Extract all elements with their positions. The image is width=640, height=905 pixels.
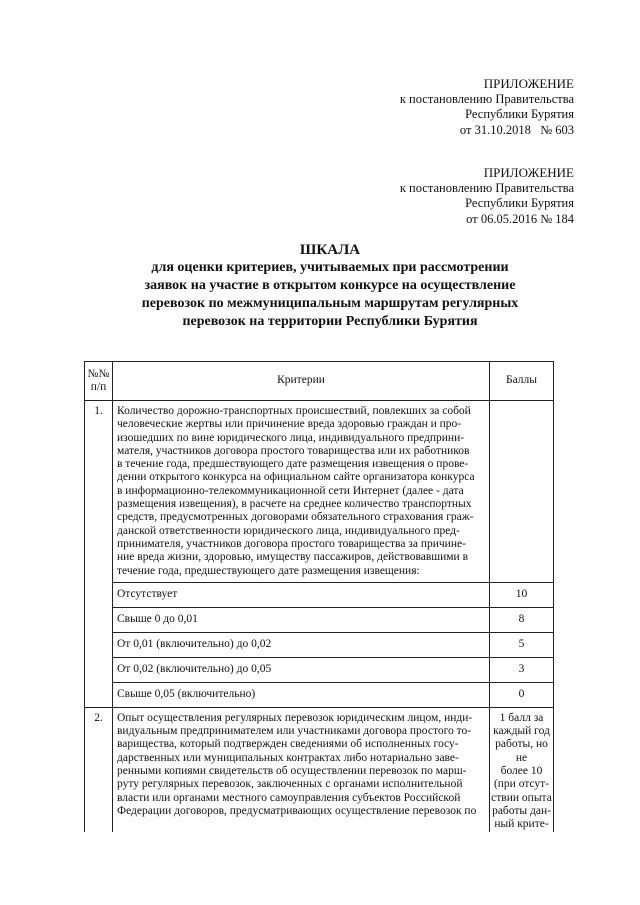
points-empty-cell — [490, 401, 554, 583]
appendix-title: ПРИЛОЖЕНИЕ — [483, 165, 574, 180]
criterion-line: Количество дорожно-транспортных происшествий, повлекших за собой — [117, 405, 471, 417]
criterion-line: в информационно-телекоммуникационной сети Интернет (далее - дата — [117, 484, 464, 497]
document-heading — [60, 241, 600, 331]
criterion-line: дении открытого конкурса на официальном сайте организатора конкурса — [117, 471, 475, 484]
criterion-line: размещения извещения), в расчете на среднее количество транспортных — [117, 498, 472, 511]
appendix-date-number: от 06.05.2016 № 184 — [466, 211, 574, 226]
criterion-line: Опыт осуществления регулярных перевозок юридическим лицом, инди- — [117, 711, 473, 724]
heading-line: перевозок по межмуниципальным маршрутам регулярных — [141, 296, 519, 311]
points-line: ствии опыта — [491, 791, 552, 804]
row-number: 1. — [85, 401, 113, 708]
criterion-line: данской ответственности юридического лица, индивидуального пред- — [117, 524, 460, 537]
option-label: Свыше 0,05 (включительно) — [113, 682, 490, 707]
criterion-line: средств, предусмотренных договорами обязательного страхования граж- — [117, 511, 474, 524]
criterion-line: дарственных или муниципальных контрактах либо нотариально заве- — [117, 751, 459, 764]
document-title: ШКАЛА — [299, 242, 361, 258]
criterion-line: руту регулярных перевозок, заключенных с органами исполнительной — [117, 778, 463, 791]
criteria-scale-table — [84, 361, 554, 832]
option-label: От 0,02 (включительно) до 0,05 — [113, 657, 490, 682]
heading-line: заявок на участие в открытом конкурсе на осуществление — [144, 278, 516, 293]
criterion-line: власти или органами местного самоуправления субъектов Российской — [117, 791, 461, 804]
heading-line: для оценки критериев, учитываемых при рассмотрении — [151, 260, 509, 275]
criterion-line: изошедших по вине юридического лица, индивидуального предприни- — [117, 431, 465, 444]
points-line: более 10 — [500, 765, 543, 778]
criterion-line: человеческие жертвы или причинение вреда здоровью граждан и про- — [117, 418, 462, 431]
points-line: 1 балл за — [499, 711, 544, 724]
table-row — [85, 657, 554, 682]
criterion-line: видуальным предпринимателем или участниками договора простого то- — [117, 725, 472, 738]
points-description — [490, 707, 554, 831]
criterion-line: мателя, участников договора простого товарищества или их работников — [117, 444, 470, 457]
header-points: Баллы — [490, 362, 554, 401]
criterion-line: варищества, который подтвержден сведениями об исполненных госу- — [117, 738, 459, 751]
table-row — [85, 682, 554, 707]
criterion-text — [113, 401, 490, 583]
table-row — [85, 632, 554, 657]
appendix-line: Республики Бурятия — [465, 107, 574, 121]
points-line: ный крите- — [494, 818, 549, 831]
appendix-title: ПРИЛОЖЕНИЕ — [483, 76, 574, 91]
appendix-date-number: от 31.10.2018 № 603 — [459, 122, 574, 137]
table-row — [85, 582, 554, 607]
option-points: 5 — [490, 632, 554, 657]
criterion-line: принимателя, участников договора простого товарищества за причине- — [117, 537, 466, 550]
criterion-text — [113, 707, 490, 831]
criterion-line: ние вреда жизни, здоровью, имуществу пассажиров, действовавшими в — [117, 551, 469, 564]
points-line: работы дан- — [492, 804, 551, 817]
appendix-line: Республики Бурятия — [465, 196, 574, 210]
appendix-line: к постановлению Правительства — [399, 91, 574, 106]
criterion-line: Федерации договоров, предусматривающих осуществление перевозок по — [117, 804, 477, 817]
option-points: 3 — [490, 657, 554, 682]
table-row — [85, 707, 554, 831]
points-line: каждый год — [493, 725, 550, 738]
table-row — [85, 607, 554, 632]
table-row — [85, 401, 554, 583]
points-line: работы, но не — [495, 738, 548, 764]
heading-line: перевозок на территории Республики Бурятия — [182, 314, 478, 329]
option-label: Отсутствует — [113, 582, 490, 607]
option-points: 8 — [490, 607, 554, 632]
header-criteria: Критерии — [113, 362, 490, 401]
appendix-line: к постановлению Правительства — [399, 180, 574, 195]
option-points: 10 — [490, 582, 554, 607]
option-label: От 0,01 (включительно) до 0,02 — [113, 632, 490, 657]
criterion-line: ренными копиями свидетельств об осуществлении перевозок по марш- — [117, 765, 467, 778]
appendix-block-2018 — [400, 76, 574, 138]
appendix-block-2016 — [400, 165, 574, 227]
criterion-line: в течение года, предшествующего дате размещения извещения о прове- — [117, 458, 469, 471]
points-line: (при отсут- — [493, 778, 550, 791]
header-number: №№ п/п — [85, 362, 113, 401]
option-points: 0 — [490, 682, 554, 707]
criterion-line: течение года, предшествующего дате размещения извещения: — [117, 564, 420, 577]
row-number: 2. — [85, 707, 113, 831]
table-header-row — [85, 362, 554, 401]
option-label: Свыше 0 до 0,01 — [113, 607, 490, 632]
